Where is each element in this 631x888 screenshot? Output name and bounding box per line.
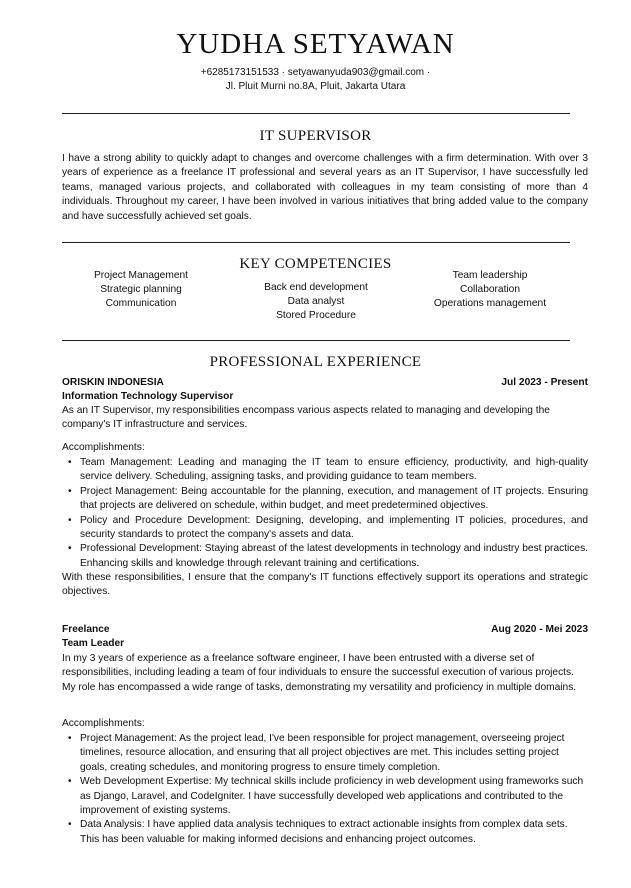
job-company: ORISKIN INDONESIA	[62, 377, 164, 388]
accomplishments-label: Accomplishments:	[62, 718, 145, 729]
competencies-right-column	[405, 269, 575, 311]
job-dates: Aug 2020 - Mei 2023	[491, 624, 588, 635]
competency-item: Back end development	[264, 282, 368, 293]
summary-title: IT SUPERVISOR	[259, 128, 372, 144]
job-description: In my 3 years of experience as a freelance software engineer, I have been entrusted with a diverse set of responsibilities, including leading a team of four individuals to ensure the successful execution of various projects. My role has encompassed a wide range of tasks, demonstrating my versatility and proficiency in multiple domains.	[62, 653, 577, 693]
competency-item: Communication	[105, 298, 177, 309]
competencies-left-column	[56, 269, 226, 311]
list-item: • Project Management: Being accountable for the planning, execution, and management of IT projects. Ensuring that projects are delivered on schedule, within budget, and meet predetermined objectives.	[80, 485, 588, 514]
job-header	[62, 376, 588, 390]
list-item: • Policy and Procedure Development: Designing, developing, and implementing IT policies, procedures, and security standards to protect the company's assets and data.	[80, 514, 588, 543]
divider	[62, 340, 570, 341]
list-item: • Project Management: As the project lead, I've been responsible for project management, overseeing project timelines, resource allocation, and ensuring that all project objectives are met. This includes setting project goals, creating schedules, and monitoring progress to ensure timely completion.	[80, 732, 588, 775]
accomplishments-list	[62, 456, 588, 571]
job-role: Team Leader	[62, 638, 125, 649]
accomplishments-list	[62, 732, 588, 847]
job-company: Freelance	[62, 624, 110, 635]
divider	[62, 113, 570, 114]
contact-address: Jl. Pluit Murni no.8A, Pluit, Jakarta Utara	[225, 81, 406, 92]
competency-item: Operations management	[433, 298, 547, 309]
job-role: Information Technology Supervisor	[62, 391, 234, 402]
job-header	[62, 623, 588, 637]
list-item: • Data Analysis: I have applied data analysis techniques to extract actionable insights from complex data sets. This has been valuable for making informed decisions and enhancing project outcomes.	[80, 818, 588, 847]
job-description: As an IT Supervisor, my responsibilities encompass various aspects related to managing and developing the company's IT infrastructure and services.	[62, 405, 550, 431]
candidate-name: YUDHA SETYAWAN	[176, 28, 455, 60]
job-dates: Jul 2023 - Present	[501, 377, 588, 388]
competencies-title: KEY COMPETENCIES	[239, 256, 392, 272]
competency-item: Data analyst	[287, 296, 345, 307]
contact-info	[0, 66, 631, 94]
job-closing: With these responsibilities, I ensure that the company's IT functions effectively support its operations and strategic objectives.	[62, 572, 588, 598]
competency-item: Collaboration	[459, 284, 521, 295]
list-item: • Team Management: Leading and managing the IT team to ensure efficiency, productivity, and high-quality service delivery. Scheduling, assigning tasks, and providing guidance to team members.	[80, 456, 588, 485]
competency-item: Stored Procedure	[276, 310, 356, 321]
list-item: • Web Development Expertise: My technical skills include proficiency in web development using frameworks such as Django, Laravel, and CodeIgniter. I have successfully developed web applications and contributed to the improvement of existing systems.	[80, 775, 588, 818]
experience-title: PROFESSIONAL EXPERIENCE	[209, 354, 422, 370]
competency-item: Strategic planning	[100, 284, 182, 295]
competency-item: Project Management	[93, 270, 188, 281]
list-item: • Professional Development: Staying abreast of the latest developments in technology and industry best practices. Enhancing skills and knowledge through relevant training and certifications.	[80, 542, 588, 571]
divider	[62, 242, 570, 243]
competencies-center-column	[231, 281, 401, 323]
accomplishments-label: Accomplishments:	[62, 442, 145, 453]
contact-phone-email: +6285173151533 · setyawanyuda903@gmail.com ·	[200, 67, 431, 78]
competency-item: Team leadership	[452, 270, 528, 281]
summary-text: I have a strong ability to quickly adapt to changes and overcome challenges with a firm determination. With over 3 years of experience as a freelance IT professional and several years as an IT Supervisor, I have successfully led teams, managed various projects, and collaborated with colleagues in my team consisting of more than 4 individuals. Throughout my career, I have been involved in various initiatives that bring added value to the company and have successfully achieved set goals.	[62, 153, 588, 222]
